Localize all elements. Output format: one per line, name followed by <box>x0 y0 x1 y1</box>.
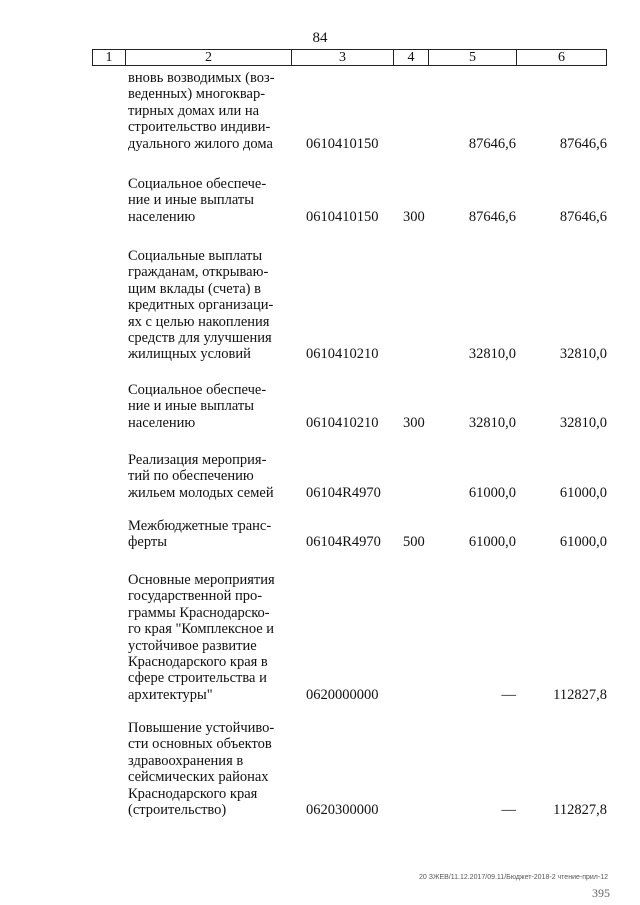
description-line: Краснодарского края в <box>128 654 268 671</box>
description-line: Межбюджетные транс- <box>128 518 272 534</box>
description-line: граммы Краснодарско- <box>128 604 270 621</box>
row-amount-col5: 32810,0 <box>468 346 516 363</box>
row-description <box>128 720 286 818</box>
description-line: Повышение устойчиво- <box>128 720 275 736</box>
row-code: 0610410150 <box>306 208 379 225</box>
row-amount-col5: — <box>501 802 516 818</box>
row-amount-col5: 32810,0 <box>468 414 516 431</box>
description-line: гражданам, открываю- <box>128 264 269 281</box>
header-col-1: 1 <box>93 50 126 65</box>
description-line: го края "Комплексное и <box>128 621 275 638</box>
description-line: Социальное обеспече- <box>128 176 267 192</box>
row-amount-col6: 112827,8 <box>553 802 607 818</box>
description-line: сфере строительства и <box>128 670 267 687</box>
header-col-4: 4 <box>394 50 429 65</box>
description-line: Социальное обеспече- <box>128 382 267 398</box>
description-line: сти основных объектов <box>128 736 272 753</box>
description-line: устойчивое развитие <box>128 637 257 654</box>
row-amount-col5: 61000,0 <box>468 484 516 501</box>
header-col-5: 5 <box>429 50 517 65</box>
description-line: (строительство) <box>128 802 227 819</box>
table-header-row <box>92 49 607 66</box>
description-line: жильем молодых семей <box>128 484 274 501</box>
description-line: ях с целью накопления <box>128 313 270 330</box>
row-description <box>128 382 286 431</box>
description-line: жилищных условий <box>128 346 251 363</box>
header-col-2: 2 <box>126 50 292 65</box>
description-line: государственной про- <box>128 588 263 605</box>
row-amount-col6: 61000,0 <box>559 484 607 501</box>
row-description <box>128 248 286 363</box>
row-expense-type: 300 <box>403 414 425 431</box>
description-line: дуального жилого дома <box>128 135 273 152</box>
row-code: 0610410210 <box>306 414 379 431</box>
row-amount-col5: 87646,6 <box>468 208 516 225</box>
description-line: тирных домах или на <box>128 102 260 119</box>
row-code: 06104R4970 <box>306 534 381 551</box>
description-line: щим вклады (счета) в <box>128 280 261 297</box>
header-col-6: 6 <box>558 50 565 65</box>
row-description <box>128 176 286 225</box>
row-amount-col6: 112827,8 <box>553 686 607 703</box>
row-amount-col6: 32810,0 <box>559 346 607 363</box>
description-line: тий по обеспечению <box>128 468 254 485</box>
row-expense-type: 500 <box>403 534 425 551</box>
row-amount-col5: 87646,6 <box>468 135 516 152</box>
description-line: Реализация мероприя- <box>128 452 267 468</box>
footer-stamp: 20 ЗЖЕВ/11.12.2017/09.11/Бюджет-2018-2 чтение-прил-12 <box>419 874 608 881</box>
row-code: 0610410150 <box>306 135 379 152</box>
row-amount-col6: 87646,6 <box>559 208 607 225</box>
description-line: Краснодарского края <box>128 785 258 802</box>
row-amount-col6: 87646,6 <box>559 135 607 152</box>
description-line: здравоохранения в <box>128 752 244 769</box>
description-line: строительство индиви- <box>128 119 271 136</box>
description-line: населению <box>128 208 196 225</box>
row-expense-type: 300 <box>403 208 425 225</box>
description-line: сейсмических районах <box>128 769 269 786</box>
description-line: ние и иные выплаты <box>128 192 255 209</box>
row-amount-col6: 32810,0 <box>559 414 607 431</box>
header-col-3: 3 <box>292 50 394 65</box>
row-amount-col5: — <box>501 686 516 703</box>
description-line: Основные мероприятия <box>128 572 275 588</box>
row-code: 0620300000 <box>306 802 379 818</box>
row-code: 0610410210 <box>306 346 379 363</box>
row-code: 06104R4970 <box>306 484 381 501</box>
row-description <box>128 452 286 501</box>
footer-page-number: 395 <box>592 886 610 900</box>
description-line: кредитных организаци- <box>128 297 274 314</box>
description-line: вновь возводимых (воз- <box>128 70 275 86</box>
row-description <box>128 70 286 152</box>
description-line: средств для улучшения <box>128 330 272 347</box>
description-line: ние и иные выплаты <box>128 398 255 415</box>
description-line: населению <box>128 414 196 431</box>
row-description <box>128 518 286 551</box>
description-line: Социальные выплаты <box>128 248 263 264</box>
row-amount-col6: 61000,0 <box>559 534 607 551</box>
row-description <box>128 572 286 703</box>
description-line: ферты <box>128 534 167 551</box>
row-amount-col5: 61000,0 <box>468 534 516 551</box>
page-number: 84 <box>312 30 328 46</box>
description-line: веденных) многоквар- <box>128 86 266 103</box>
description-line: архитектуры" <box>128 686 213 703</box>
row-code: 0620000000 <box>306 686 379 703</box>
